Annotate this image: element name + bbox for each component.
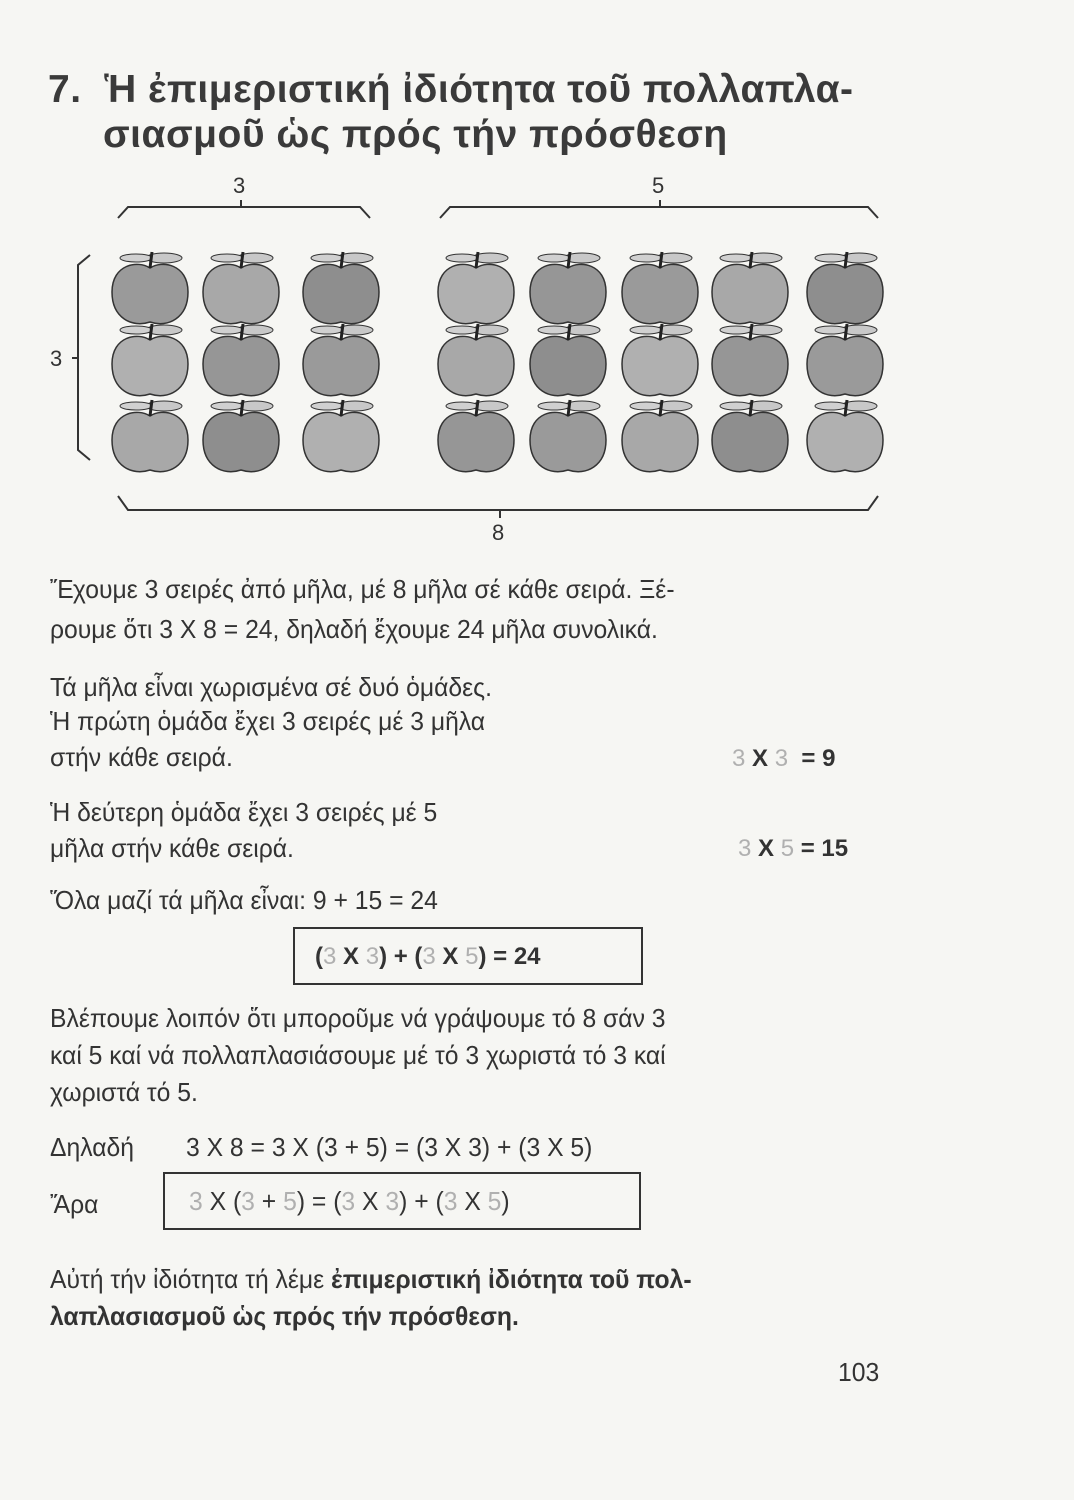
bracket-top-right [440,207,878,218]
apple-icon [807,400,883,472]
sym: X [457,1186,488,1216]
apple-icon [807,324,883,396]
apple-icon [303,324,379,396]
apple-icon [112,400,188,472]
para5-line3: χωριστά τό 5. [50,1077,198,1107]
apple-icon [438,252,514,324]
apples-figure [0,0,1074,560]
result: ) = 24 [478,943,541,970]
label-top-right: 5 [652,173,665,198]
eq-a: 3 [738,835,752,862]
boxed-equation [293,927,643,985]
apple-icon [622,252,698,324]
sym: + [254,1186,284,1216]
equation-3x3 [732,745,835,773]
term: 3 [365,943,380,970]
eq-result: = 15 [800,835,849,862]
term: 3 [385,1186,400,1216]
eq-a: 3 [732,745,746,772]
apple-icon [530,400,606,472]
label-top-left: 3 [233,173,246,198]
term: 3 [341,1186,356,1216]
term: 5 [465,943,479,970]
apple-icon [203,252,279,324]
apple-icon [530,324,606,396]
plus: ) + ( [379,943,423,970]
apple-icon [303,252,379,324]
sym: X ( [202,1186,242,1216]
conclusion-line2: λαπλασιασμοῦ ὡς πρός τήν πρόσθεση. [50,1301,519,1331]
eq-b: 5 [780,835,795,862]
apple-icon [438,324,514,396]
sym: X [355,1186,386,1216]
bracket-bottom [118,496,878,510]
conclusion-line1 [50,1264,692,1295]
conclusion-bold: ἐπιμεριστική ἰδιότητα τοῦ πολ- [331,1264,692,1294]
sym: ) [501,1186,510,1216]
title-line1: Ἡ ἐπιμεριστική ἰδιότητα τοῦ πολλαπλα- [104,68,854,111]
term: 3 [189,1186,203,1216]
eq-b: 3 [774,745,789,772]
term: 3 [241,1186,255,1216]
para5-line1: Βλέπουμε λοιπόν ὅτι μποροῦμε νά γράψουμε τό 8 σάν 3 [50,1003,666,1033]
apple-icon [807,252,883,324]
label-left: 3 [50,346,63,371]
apple-icon [203,324,279,396]
title-line2: σιασμοῦ ὡς πρός τήν πρόσθεση [103,113,728,156]
sym: ) = ( [296,1186,342,1216]
conclusion-normal: Αὐτή τήν ἰδιότητα τή λέμε [50,1264,332,1294]
ara-label: Ἄρα [50,1189,99,1219]
apple-icon [438,400,514,472]
eq-op: X [758,835,775,862]
para1-line1: Ἔχουμε 3 σειρές ἀπό μῆλα, μέ 8 μῆλα σέ κάθε σειρά. Ξέ- [50,574,675,604]
bracket-left [78,255,90,460]
term: 3 [443,1186,458,1216]
apple-icon [712,252,788,324]
sym: ) + ( [399,1186,444,1216]
diladi-expression: 3 Χ 8 = 3 Χ (3 + 5) = (3 Χ 3) + (3 Χ 5) [186,1132,593,1162]
para3-line1: Ἡ δεύτερη ὁμάδα ἔχει 3 σειρές μέ 5 [50,797,438,827]
term: 3 [323,943,337,970]
para2-line2: Ἡ πρώτη ὁμάδα ἔχει 3 σειρές μέ 3 μῆλα [50,706,486,736]
para4-line1: Ὅλα μαζί τά μῆλα εἶναι: 9 + 15 = 24 [50,885,438,915]
apple-icon [112,324,188,396]
bracket-top-left [118,207,370,218]
page-number: 103 [838,1357,880,1387]
para5-line2: καί 5 καί νά πολλαπλασιάσουμε μέ τό 3 χωριστά τό 3 καί [50,1040,666,1070]
term: 3 [422,943,436,970]
apple-icon [203,400,279,472]
diladi-label: Δηλαδή [50,1132,134,1162]
term: 5 [487,1186,502,1216]
times: X [336,943,366,970]
apple-icon [712,400,788,472]
equation-3x5 [738,835,848,863]
para2-line1: Τά μῆλα εἶναι χωρισμένα σέ δυό ὁμάδες. [50,672,492,702]
para1-line2: ρουμε ὅτι 3 Χ 8 = 24, δηλαδή ἔχουμε 24 μῆλα συνολικά. [50,614,658,644]
apple-icon [712,324,788,396]
apple-icon [112,252,188,324]
para2-line3: στήν κάθε σειρά. [50,742,233,772]
apple-icon [622,400,698,472]
label-bottom: 8 [492,520,505,545]
apple-icon [303,400,379,472]
eq-result: = 9 [801,745,836,772]
eq-op: X [752,745,769,772]
boxed-identity [163,1172,641,1230]
apple-icon [530,252,606,324]
para3-line2: μῆλα στήν κάθε σειρά. [50,833,294,863]
term: 5 [283,1186,297,1216]
times: X [435,943,466,970]
apple-icon [622,324,698,396]
section-number: 7. [48,68,82,111]
paren: ( [315,943,323,970]
